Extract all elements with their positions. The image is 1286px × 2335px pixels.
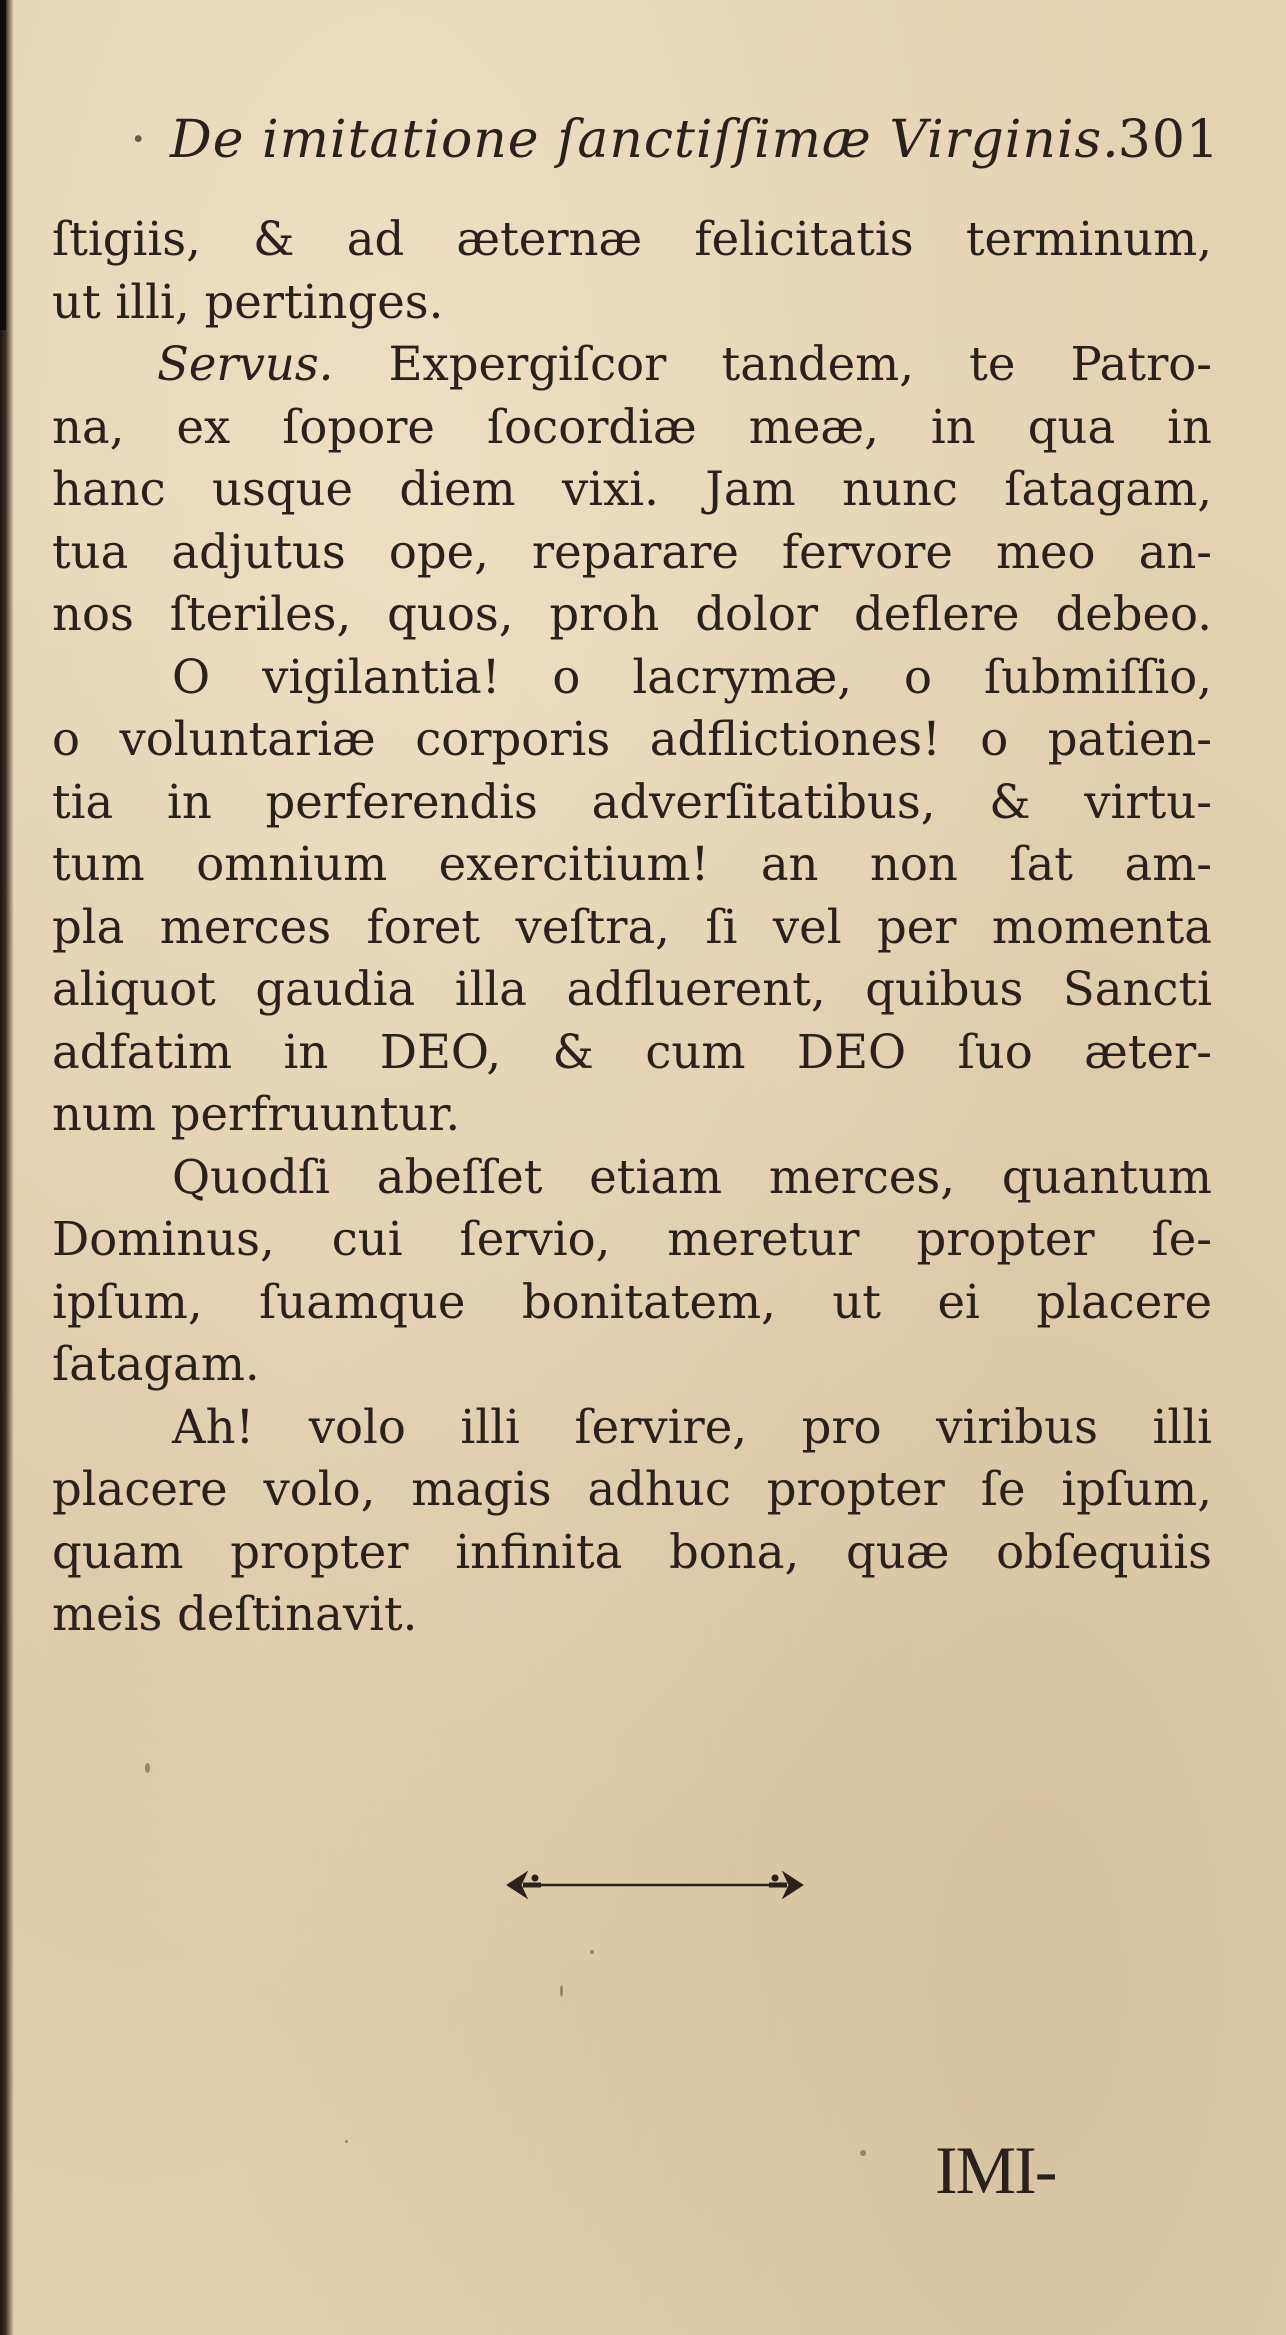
text-line (52, 333, 1212, 396)
text-line: aliquot gaudia illa adfluerent, quibus Sancti (52, 962, 1212, 1016)
text-line: nos ſteriles, quos, proh dolor deflere debeo. (52, 587, 1212, 641)
body-text (52, 208, 1212, 1646)
text-line: ſtigiis, & ad æternæ felicitatis terminum, (52, 212, 1212, 266)
text-line: ſatagam. (52, 1337, 260, 1391)
page-edge (0, 0, 6, 330)
text-line: placere volo, magis adhuc propter ſe ipſum, (52, 1462, 1212, 1516)
text-line: meis deſtinavit. (52, 1587, 418, 1641)
text-line: hanc usque diem vixi. Jam nunc ſatagam, (52, 462, 1212, 516)
ornament-divider (505, 1860, 805, 1910)
paper-speck (590, 1950, 594, 1954)
text-line: Ah! volo illi ſervire, pro viribus illi (172, 1399, 1212, 1454)
text-line: O vigilantia! o lacrymæ, o ſubmiſſio, (172, 649, 1212, 704)
text-line: quam propter infinita bona, quæ obſequiis (52, 1524, 1212, 1579)
text-line: na, ex ſopore ſocordiæ meæ, in qua in (52, 399, 1212, 454)
text-line: num perfruuntur. (52, 1087, 461, 1141)
page-gutter-shadow (0, 0, 14, 2335)
text-line-content: Expergiſcor tandem, te Patro- (388, 337, 1212, 391)
running-head (130, 100, 1220, 180)
text-line: Dominus, cui ſervio, meretur propter ſe- (52, 1212, 1212, 1266)
text-line: ipſum, ſuamque bonitatem, ut ei placere (52, 1274, 1212, 1329)
paper-speck (860, 2150, 866, 2156)
text-line: tia in perferendis adverſitatibus, & virtu- (52, 774, 1212, 829)
paper-speck (345, 2140, 348, 2143)
text-line: pla merces foret veſtra, ſi vel per momenta (52, 899, 1212, 954)
catchword: IMI- (935, 2132, 1056, 2208)
text-line: tum omnium exercitium! an non ſat am- (52, 837, 1212, 891)
paper-speck (145, 1763, 150, 1773)
text-line: adfatim in DEO, & cum DEO ſuo æter- (52, 1024, 1212, 1079)
running-head-title: De imitatione ſanctiſſimæ Virginis. (170, 110, 1120, 170)
paper-speck (560, 1985, 563, 1997)
page-number: 301 (1117, 110, 1220, 170)
text-line: tua adjutus ope, reparare fervore meo an- (52, 524, 1212, 579)
text-line: o voluntariæ corporis adflictiones! o patien- (52, 712, 1212, 766)
text-line: ut illi, pertinges. (52, 274, 444, 329)
text-line: Quodſi abeſſet etiam merces, quantum (172, 1149, 1212, 1204)
head-mark: · (130, 110, 148, 170)
speaker-label: Servus. (157, 337, 334, 391)
